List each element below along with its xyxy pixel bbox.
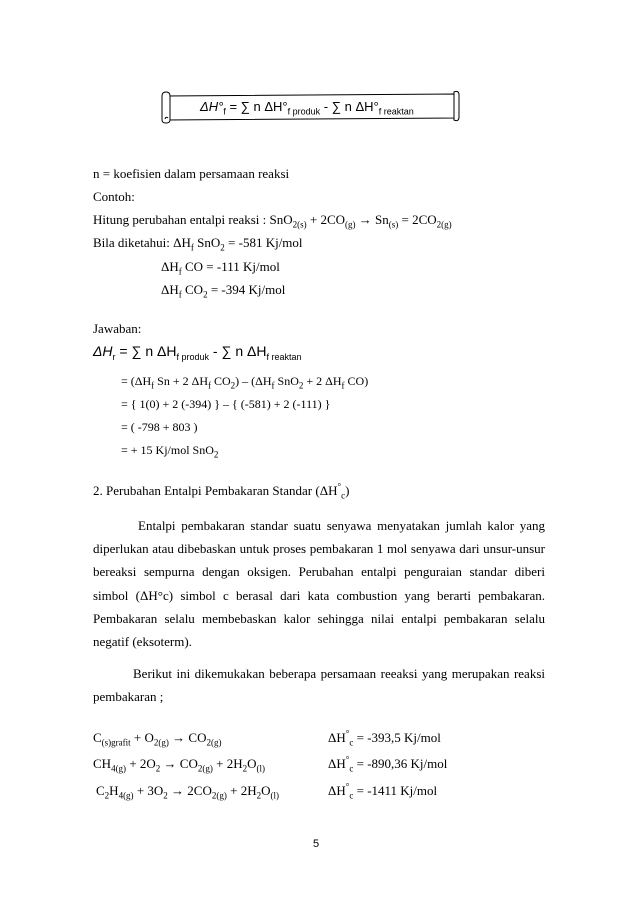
reaction-1-value: $\Delta H^\circ_c = -393,5$ Kj/mol — [328, 728, 441, 748]
given-3: $\Delta H_f$ $CO_2 = -394$ Kj/mol — [161, 282, 286, 300]
reaction-2-value: $\Delta H^\circ_c = -890,36$ Kj/mol — [328, 754, 448, 774]
given-1: Bila diketahui: $\Delta H_f$ SnO$_2$ = -581 Kj/mol — [93, 235, 303, 253]
page-number: 5 — [313, 838, 320, 850]
contoh-label: Contoh: — [93, 189, 135, 204]
reaction-3-equation: $C_2H_{4(g)} + 3O_2 \to 2CO_{2(g)} + 2H_2O_{(l)}$ — [96, 783, 279, 801]
banner-formula: $\Delta H^\circ_f$ = ∑ n $\Delta H^\circ_{f produk}$ - ∑ n $\Delta H^\circ_{f reaktan}$ — [200, 99, 414, 117]
question: Hitung perubahan entalpi reaksi : $SnO_{2(s)} + 2CO_{(g)} \to Sn_{(s)} = 2CO_{2(g)}$ — [93, 212, 452, 230]
answer-line-2: = { 1(0) + 2 (-394) } – { (-581) + 2 (-111) } — [121, 397, 331, 411]
jawaban-label: Jawaban: — [93, 321, 142, 336]
reaction-3-value: $\Delta H^\circ_c = -1411$ Kj/mol — [328, 781, 438, 801]
answer-formula: $\Delta H_r$ = ∑ n $\Delta H_{f produk}$ - ∑ n $\Delta H_{f reaktan}$ — [93, 343, 302, 362]
answer-line-3: = ( -798 + 803 ) — [121, 420, 198, 434]
given-2: $\Delta H_f$ CO = -111 Kj/mol — [161, 259, 280, 277]
section-2-heading: 2. Perubahan Entalpi Pembakaran Standar $(\Delta H^\circ_c)$ — [93, 481, 350, 501]
answer-line-4: = + 15 Kj/mol SnO$_2$ — [121, 443, 219, 460]
n-definition: n = koefisien dalam persamaan reaksi — [93, 166, 290, 181]
reaction-1-equation: $C_{(s)grafit} + O_{2(g)} \to CO_{2(g)}$ — [93, 730, 222, 748]
paragraph-2: Berikut ini dikemukakan beberapa persamaan reeaksi yang merupakan reaksi pembakaran ; — [93, 666, 545, 705]
answer-line-1: = ($\Delta H_f$ Sn + 2 $\Delta H_f$ $CO_2) - (\Delta H_f$ SnO$_2$ + 2 $\Delta H_f$ CO) — [121, 374, 369, 391]
paragraph-1: Entalpi pembakaran standar suatu senyawa menyatakan jumlah kalor yang diperlukan atau dibebaskan untuk proses pembakaran 1 mol senyawa dari unsur-unsur bereaksi sempurna dengan oksigen. Perubahan entalpi penguraian standar diberi simbol (ΔH°c) simbol c berasal dari kata combustion yang berarti pembakaran. Pembakaran selalu membebaskan kalor sehingga nilai entalpi pembakaran selalu negatif (eksoterm). — [93, 518, 545, 650]
reaction-2-equation: $CH_{4(g)} + 2O_2 \to CO_{2(g)} + 2H_2O_{(l)}$ — [93, 756, 265, 774]
formula-banner — [160, 90, 460, 122]
